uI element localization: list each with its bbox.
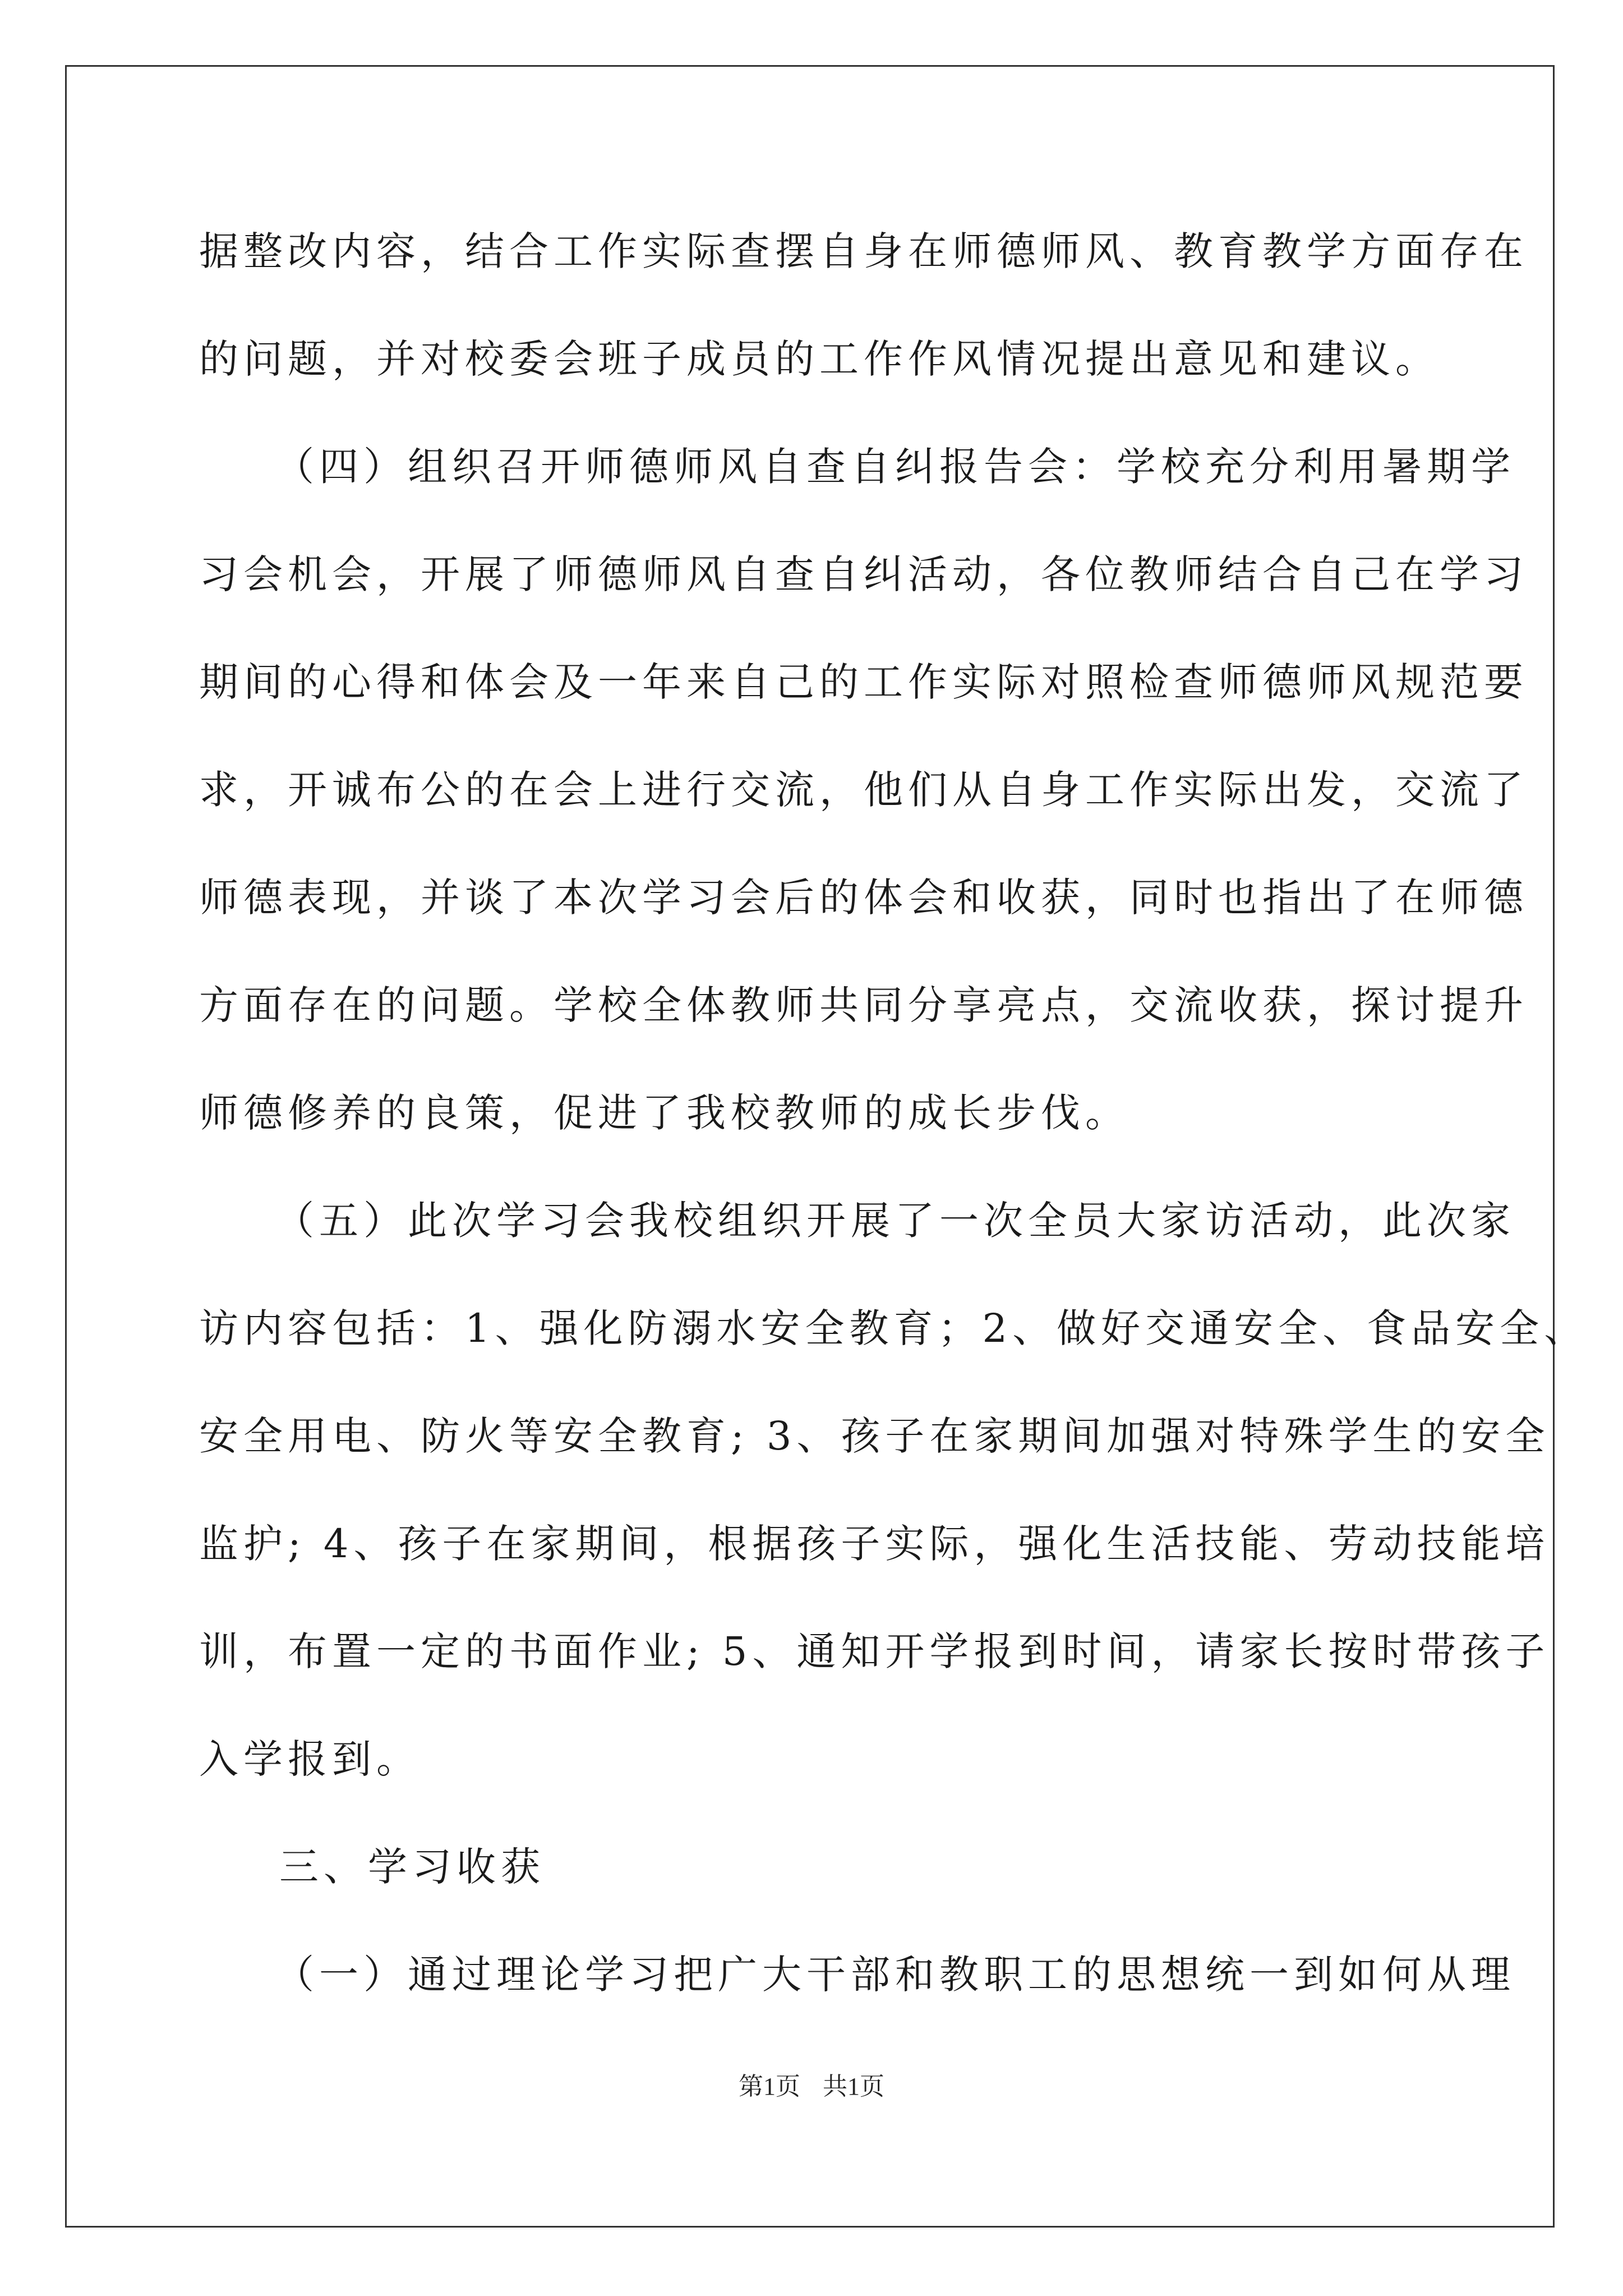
text-line: 入学报到。	[199, 1736, 421, 1782]
paragraph-start-line: （一）通过理论学习把广大干部和教职工的思想统一到如何从理	[275, 1952, 1515, 1998]
text-line: 习会机会，开展了师德师风自查自纠活动，各位教师结合自己在学习	[199, 551, 1528, 597]
text-line: 访内容包括：1、强化防溺水安全教育；2、做好交通安全、食品安全、	[199, 1305, 1589, 1351]
text-line: 的问题，并对校委会班子成员的工作作风情况提出意见和建议。	[199, 336, 1440, 382]
section-heading: 三、学习收获	[279, 1844, 545, 1890]
text-line: 方面存在的问题。学校全体教师共同分享亮点，交流收获，探讨提升	[199, 982, 1528, 1028]
page-border	[65, 65, 1589, 2228]
page-number-total: 共1页	[823, 2073, 884, 2100]
text-line: 安全用电、防火等安全教育; 3、孩子在家期间加强对特殊学生的安全	[199, 1413, 1550, 1459]
text-line: 据整改内容，结合工作实际查摆自身在师德师风、教育教学方面存在	[199, 228, 1528, 274]
text-line: 求，开诚布公的在会上进行交流，他们从自身工作实际出发，交流了	[199, 767, 1528, 813]
text-line: 监护; 4、孩子在家期间，根据孩子实际，强化生活技能、劳动技能培	[199, 1521, 1550, 1567]
text-line: 训，布置一定的书面作业; 5、通知开学报到时间，请家长按时带孩子	[199, 1628, 1550, 1674]
text-line: 师德表现，并谈了本次学习会后的体会和收获，同时也指出了在师德	[199, 875, 1528, 921]
text-line: 师德修养的良策，促进了我校教师的成长步伐。	[199, 1090, 1129, 1136]
text-line: 期间的心得和体会及一年来自己的工作实际对照检查师德师风规范要	[199, 659, 1528, 705]
page-footer	[0, 2070, 1623, 2104]
paragraph-start-line: （四）组织召开师德师风自查自纠报告会：学校充分利用暑期学	[275, 444, 1515, 490]
page-number-current: 第1页	[739, 2073, 800, 2100]
paragraph-start-line: （五）此次学习会我校组织开展了一次全员大家访活动，此次家	[275, 1198, 1515, 1244]
